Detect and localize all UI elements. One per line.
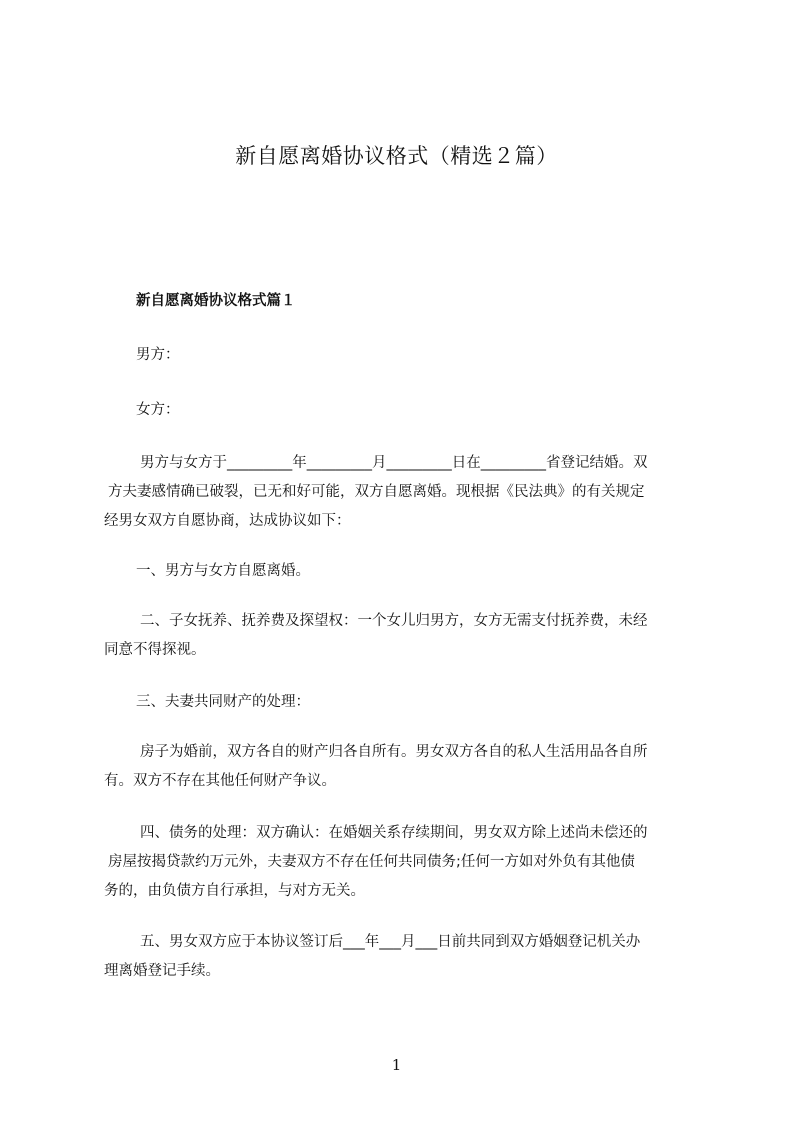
property-line: 有。双方不存在其他任何财产争议。 bbox=[104, 773, 336, 789]
intro-line: 经男女双方自愿协商，达成协议如下： bbox=[104, 513, 351, 529]
clause-2-line: 二、子女抚养、抚养费及探望权：一个女儿归男方，女方无需支付抚养费，未经 bbox=[140, 613, 648, 629]
page-number: 1 bbox=[391, 1056, 402, 1074]
clause-4-line: 务的，由负债方自行承担，与对方无关。 bbox=[104, 883, 365, 899]
clause-3 bbox=[104, 688, 700, 717]
female-party-text: 女方： bbox=[136, 402, 180, 418]
intro-paragraph bbox=[104, 449, 700, 536]
clause-4-line: 四、债务的处理：双方确认：在婚姻关系存续期间，男女双方除上述尚未偿还的 bbox=[140, 825, 648, 841]
clause-5-line: 理离婚登记手续。 bbox=[104, 963, 220, 979]
document-title: 新自愿离婚协议格式（精选２篇） bbox=[235, 144, 558, 168]
clause-4-line: 房屋按揭贷款约万元外，夫妻双方不存在任何共同债务;任何一方如对外负有其他债 bbox=[108, 854, 635, 870]
clause-5-line: 五、男女双方应于本协议签订后___年___月___日前共同到双方婚姻登记机关办 bbox=[140, 934, 641, 950]
male-party-label bbox=[104, 341, 700, 370]
property-line: 房子为婚前，双方各自的财产归各自所有。男女双方各自的私人生活用品各自所 bbox=[140, 744, 648, 760]
clause-1-text: 一、男方与女方自愿离婚。 bbox=[136, 563, 310, 579]
clause-2-line: 同意不得探视。 bbox=[104, 642, 206, 658]
female-party-label bbox=[104, 396, 700, 425]
clause-3-text: 三、夫妻共同财产的处理： bbox=[136, 694, 310, 710]
clause-5 bbox=[104, 928, 700, 986]
intro-line: 男方与女方于_________年_________月_________日在_________省登记结婚。双 bbox=[140, 455, 648, 471]
intro-line: 方夫妻感情确已破裂，已无和好可能，双方自愿离婚。现根据《民法典》的有关规定 bbox=[108, 484, 645, 500]
male-party-text: 男方： bbox=[136, 347, 180, 363]
clause-2 bbox=[104, 607, 700, 665]
property-paragraph bbox=[104, 738, 700, 796]
clause-4 bbox=[104, 819, 700, 906]
section-heading: 新自愿离婚协议格式篇１ bbox=[136, 293, 296, 309]
clause-1 bbox=[104, 557, 700, 586]
